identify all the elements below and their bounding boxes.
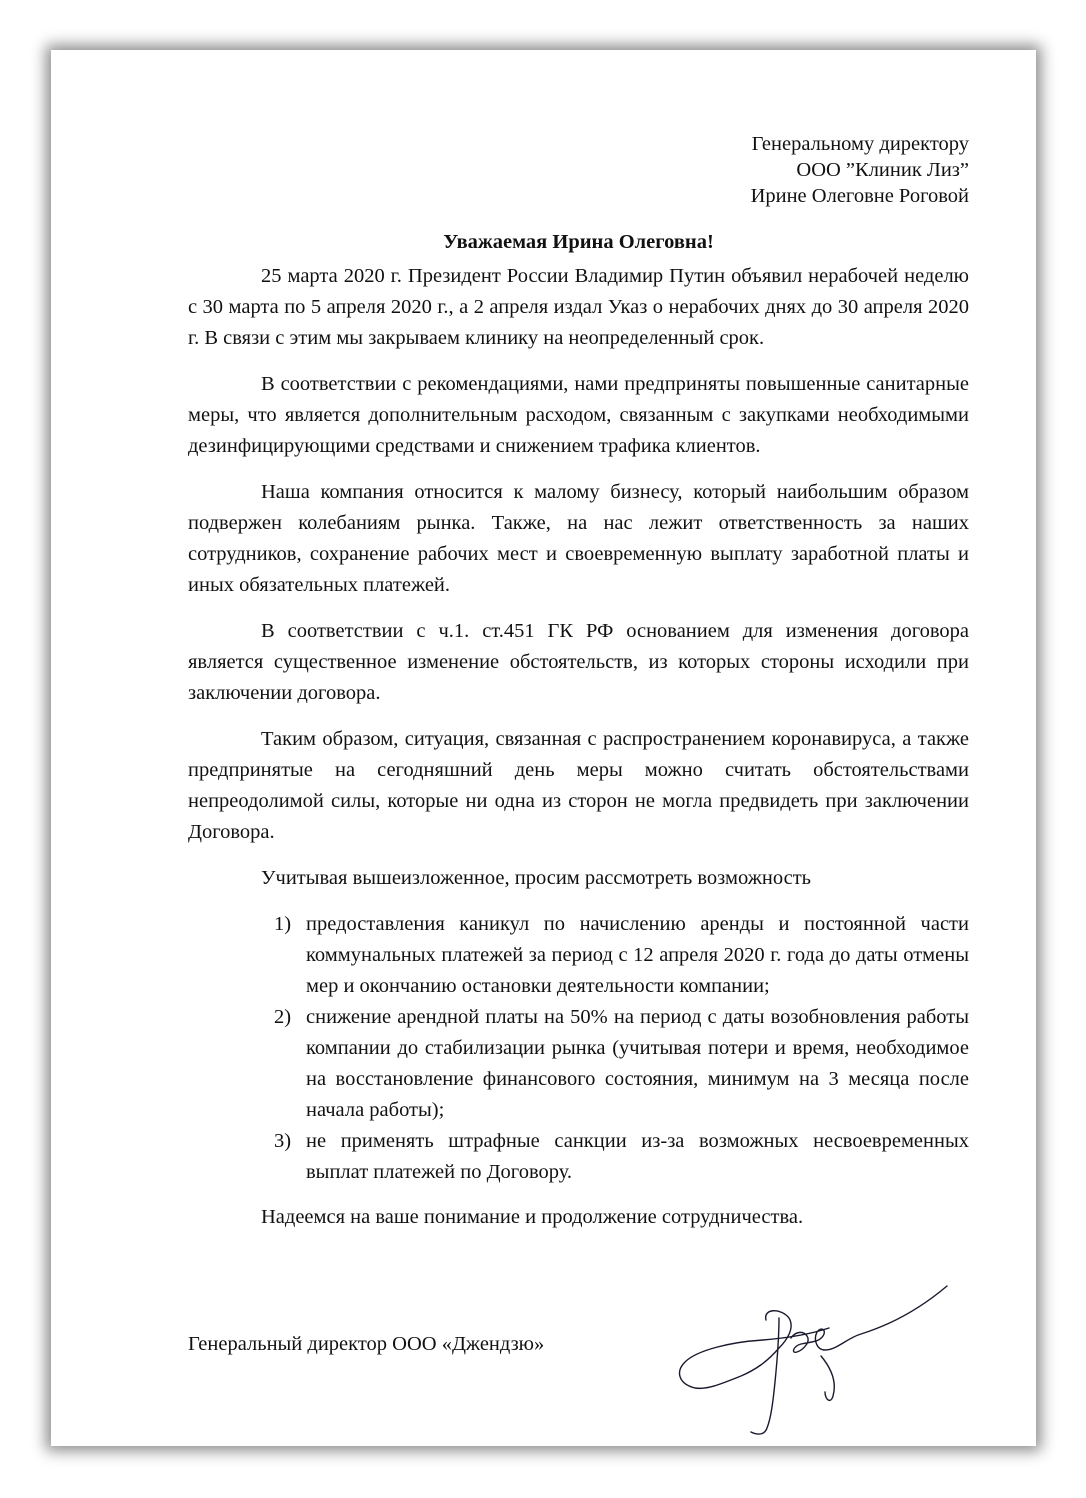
addressee-position: Генеральному директору <box>751 133 969 155</box>
closing-line: Надеемся на ваше понимание и продолжение сотрудничества. <box>261 1206 804 1228</box>
letter-page <box>51 50 1036 1446</box>
signatory-title: Генеральный директор ООО «Джендзю» <box>188 1333 545 1355</box>
list-item-text: не применять штрафные санкции из-за возможных несвоевременных выплат платежей по Договору. <box>306 1130 969 1183</box>
request-intro: Учитывая вышеизложенное, просим рассмотреть возможность <box>261 867 811 889</box>
list-item-text: снижение арендной платы на 50% на период с даты возобновления работы компании до стабилизации рынка (учитывая потери и время, необходимое на восстановление финансового состояния, минимум на 3 месяца после начала работы); <box>306 1006 969 1121</box>
letter-body <box>188 131 969 1233</box>
paragraph-sanitary-measures: В соответствии с рекомендациями, нами предприняты повышенные санитарные меры, что является дополнительным расходом, связанным с закупками необходимыми дезинфицирующими средствами и снижением трафика клиентов. <box>188 373 969 457</box>
paragraph-civil-code: В соответствии с ч.1. ст.451 ГК РФ основанием для изменения договора является существенное изменение обстоятельств, из которых стороны исходили при заключении договора. <box>188 620 969 704</box>
addressee-company: ООО ”Клиник Лиз” <box>796 159 969 181</box>
addressee-block <box>188 131 969 209</box>
paragraph-small-business: Наша компания относится к малому бизнесу, который наибольшим образом подвержен колебаниям рынка. Также, на нас лежит ответственность за наших сотрудников, сохранение рабочих мест и своевременную выплату заработной платы и иных обязательных платежей. <box>188 481 969 596</box>
list-item-number: 1) <box>274 913 292 935</box>
handwritten-signature-icon <box>671 1278 951 1438</box>
list-item <box>188 909 969 1002</box>
list-item <box>188 1002 969 1126</box>
salutation: Уважаемая Ирина Олеговна! <box>443 231 714 253</box>
paragraph-non-working-days: 25 марта 2020 г. Президент России Владимир Путин объявил нерабочей неделю с 30 марта по 5 апреля 2020 г., а 2 апреля издал Указ о нерабочих днях до 30 апреля 2020 г. В связи с этим мы закрываем клинику на неопределенный срок. <box>188 265 969 349</box>
list-item-number: 3) <box>274 1130 292 1152</box>
list-item-text: предоставления каникул по начислению аренды и постоянной части коммунальных платежей за период с 12 апреля 2020 г. года до даты отмены мер и окончанию остановки деятельности компании; <box>306 913 969 997</box>
request-list <box>188 909 969 1188</box>
list-item <box>188 1126 969 1188</box>
list-item-number: 2) <box>274 1006 292 1028</box>
paragraph-force-majeure: Таким образом, ситуация, связанная с распространением коронавируса, а также предпринятые на сегодняшний день меры можно считать обстоятельствами непреодолимой силы, которые ни одна из сторон не могла предвидеть при заключении Договора. <box>188 728 969 843</box>
addressee-name: Ирине Олеговне Роговой <box>750 185 969 207</box>
